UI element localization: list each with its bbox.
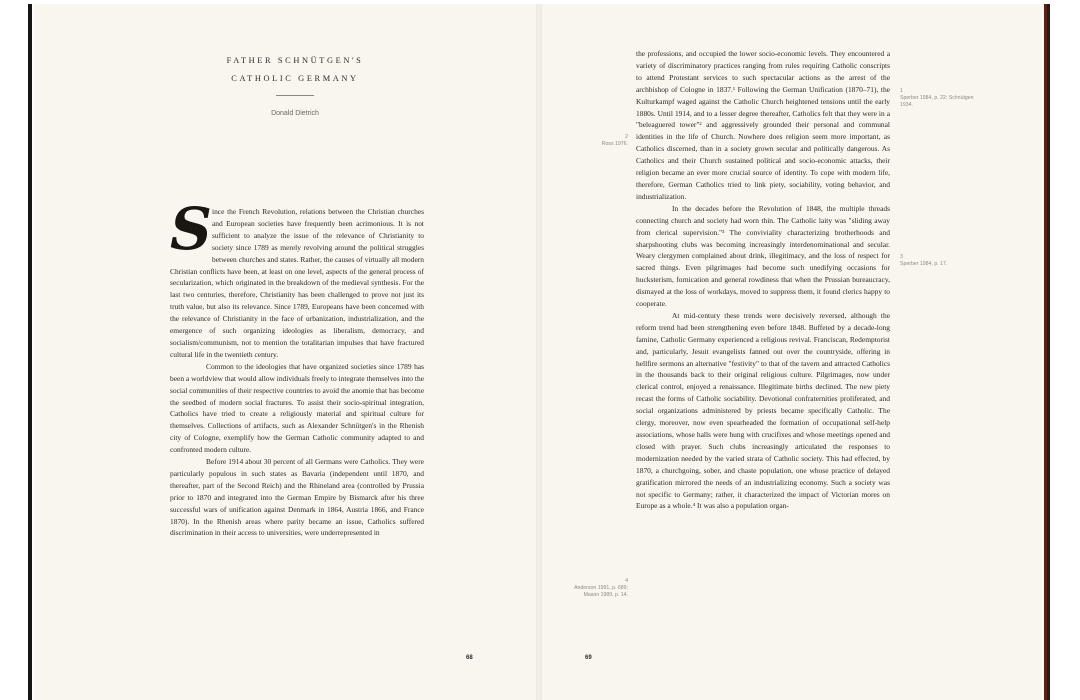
sidenote-text: Anderson 1991, p. 689; Mason 1989, p. 14. bbox=[574, 585, 628, 598]
drop-cap-letter: S bbox=[170, 195, 212, 263]
right-body-text bbox=[636, 48, 890, 512]
paragraph-6: At mid-century these trends were decisively reversed, although the reform trend had been strengthening even before 1848. Buffeted by a decade-long famine, Catholic Germany experienced a religious revival. Franciscan, Redemptorist and, particularly, Jesuit evangelists fanned out over the countryside, offering in hellfire sermons an alternative "festivity" to that of the tavern and attracted Catholics in the thousands back to their original religious culture. Pilgrimages, now under clerical control, enjoyed a renaissance. Illegitimate births declined. The new piety recast the forms of Catholic sociability. Devotional confraternities proliferated, and social organizations administered by priests became specifically Catholic. The clergy, moreover, now even spearheaded the formation of occupational self-help associations, whose halls were hung with crucifixes and whose meetings opened and closed with prayer. Such clubs increasingly articulated the responses to modernization needed by the varied strata of Catholic society. This had effected, by 1870, a churchgoing, sober, and chaste population, one whose practice of delayed gratification mirrored the needs of an industrializing economy. Such a society was not specific to Germany; rather, it characterized the impact of Victorian mores on Europe as a whole.⁴ It was also a population organ- bbox=[636, 310, 890, 511]
paragraph-4: the professions, and occupied the lower socio-economic levels. They encountered a variety of discriminatory practices ranging from rules requiring Catholic conscripts to attend Protestant services to such spectacular actions as the arrest of the archbishop of Cologne in 1837.¹ Following the German Unification (1870–71), the Kulturkampf waged against the Catholic Church heightened tensions until the early 1880s. Until 1914, and to a lesser degree thereafter, Catholics felt that they were in a "beleaguered tower"² and aggressively grounded their personal and communal identities in the life of Church. Nowhere does religion seem more important, as Catholics discerned, than in a society grown secular and politically dangerous. As Catholics and their Church sustained political and socio-economic attacks, their religion became an ever more crucial source of identity. To cope with modern life, therefore, German Catholics tried to link piety, sociability, voting behavior, and industrialization. bbox=[636, 49, 890, 201]
book-edge-right-dark bbox=[1047, 4, 1050, 700]
sidenote-number: 2 bbox=[625, 134, 628, 140]
paragraph-1 bbox=[170, 195, 424, 361]
left-body-text bbox=[170, 195, 424, 539]
paragraph-2: Common to the ideologies that have organized societies since 1789 has been a worldview that would allow individuals freely to integrate themselves into the social communities of their respective countries to avoid the anomie that has become the seedbed of modern social fractures. To assist their socio-spiritual integration, Catholics have tried to create a religiously material and spiritual culture for themselves. Collections of artifacts, such as Alexander Schnütgen's in the Rhenish city of Cologne, exemplify how the German Catholic community adapted to and confronted modern culture. bbox=[170, 361, 424, 455]
sidenote-number: 3 bbox=[900, 254, 903, 260]
sidenote-3 bbox=[900, 254, 980, 268]
article-title bbox=[170, 52, 420, 88]
paragraph-3: Before 1914 about 30 percent of all Germans were Catholics. They were particularly populous in such states as Bavaria (independent until 1870, and thereafter, part of the Second Reich) and the Rhineland area (controlled by Prussia prior to 1870 and integrated into the German Empire by Bismarck after his three successful wars of unification against Denmark in 1864, Austria 1866, and France 1870). In the Rhenish areas where parity became an issue, Catholics suffered discrimination in their access to universities, were underrepresented in bbox=[170, 457, 424, 538]
page-number-left: 68 bbox=[466, 655, 473, 661]
sidenote-text: Sperber 1984, p. 22; Schnütgen 1934. bbox=[900, 95, 974, 108]
sidenote-4 bbox=[560, 578, 628, 599]
sidenote-number: 1 bbox=[900, 88, 903, 94]
sidenote-text: Sperber 1984, p. 17. bbox=[900, 261, 948, 267]
sidenote-2 bbox=[560, 134, 628, 148]
sidenote-number: 4 bbox=[625, 578, 628, 584]
title-line-1: FATHER SCHNÜTGEN'S bbox=[226, 56, 364, 65]
sidenote-1 bbox=[900, 88, 980, 109]
book-gutter bbox=[536, 4, 542, 700]
page-number-right: 69 bbox=[585, 655, 592, 661]
book-edge-left bbox=[28, 4, 32, 700]
title-divider bbox=[276, 95, 314, 96]
title-line-2: CATHOLIC GERMANY bbox=[231, 74, 359, 83]
paragraph-1-text: ince the French Revolution, relations between the Christian churches and European societies have frequently been acrimonious. It is not sufficient to analyze the issue of the relevance of Christianity to society since 1789 as merely revolving around the political struggles between churches and states. Rather, the causes of virtually all modern Christian conflicts have been, at least on one level, aspects of the general process of secularization, which originated in the breakdown of the medieval synthesis. For the last two centuries, therefore, Christianity has been challenged to prove not just its truth value, but also its relevance. Since 1789, Europeans have been concerned with the relevance of Christianity in the face of urbanization, industrialization, and the emergence of such organizing ideologies as liberalism, democracy, and socialism/communism, not to mention the totalitarian impulses that have fractured cultural life in the twentieth century. bbox=[170, 207, 424, 359]
sidenote-text: Ross 1976. bbox=[601, 141, 628, 147]
paragraph-5: In the decades before the Revolution of 1848, the multiple threads connecting church and society had worn thin. The Catholic laity was "sliding away from clerical supervision."³ The conviviality characterizing brotherhoods and sharpshooting clubs was becoming increasingly interdenominational and secular. Weary clergymen complained about drink, illegitimacy, and the loss of respect for sacred things. Even pilgrimages had become such unedifying occasions for hucksterism, fornication and general rowdiness that when the Prussian bureaucracy, dismayed at the loss of workdays, moved to suppress them, it found clerics happy to cooperate. bbox=[636, 203, 890, 309]
author-name: Donald Dietrich bbox=[271, 110, 319, 117]
